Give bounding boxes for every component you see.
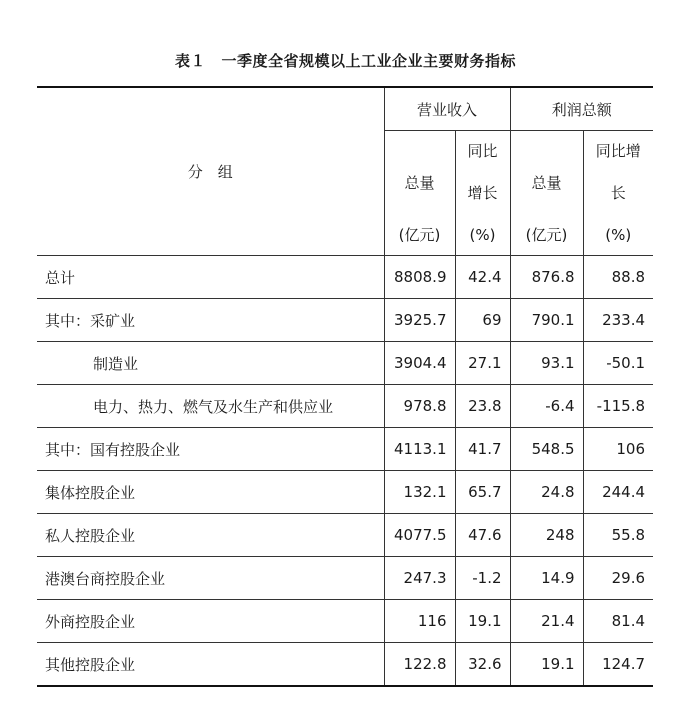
table-title: 表１ 一季度全省规模以上工业企业主要财务指标 [174,52,516,70]
row-name-cell: 外商控股企业 [37,600,384,643]
revenue-total-cell: 122.8 [384,643,455,687]
growth-label-line2: 增长 [467,184,498,202]
row-name-cell: 港澳台商控股企业 [37,557,384,600]
profit-growth-cell: 29.6 [583,557,653,600]
row-name-cell: 其他控股企业 [37,643,384,687]
table-row [37,600,653,643]
revenue-total-cell: 3904.4 [384,342,455,385]
table-row [37,557,653,600]
row-name-cell: 总计 [37,256,384,299]
profit-total-cell: 19.1 [510,643,583,687]
financial-indicators-table [37,86,653,687]
row-name-cell: 其中：采矿业 [37,299,384,342]
profit-total-cell: -6.4 [510,385,583,428]
row-name-cell: 制造业 [37,342,384,385]
total-unit: (亿元) [398,226,441,244]
profit-growth-cell: 106 [583,428,653,471]
revenue-total-cell: 978.8 [384,385,455,428]
growth-label-line1: 同比 [467,142,498,160]
revenue-growth-cell: 65.7 [455,471,510,514]
profit-header: 利润总额 [510,87,653,131]
profit-total-cell: 93.1 [510,342,583,385]
table-row [37,342,653,385]
revenue-growth-header [455,131,510,256]
profit-growth-cell: 124.7 [583,643,653,687]
header-row-1 [37,87,653,131]
table-row [37,385,653,428]
profit-total-cell: 14.9 [510,557,583,600]
revenue-growth-cell: 47.6 [455,514,510,557]
revenue-growth-cell: 23.8 [455,385,510,428]
profit-growth-cell: -50.1 [583,342,653,385]
growth2-unit: (%) [605,226,632,244]
revenue-growth-cell: 42.4 [455,256,510,299]
row-name-cell: 集体控股企业 [37,471,384,514]
revenue-total-cell: 247.3 [384,557,455,600]
revenue-total-header [384,131,455,256]
total-unit: (亿元) [525,226,568,244]
growth2-label-line2: 长 [610,184,626,202]
growth-unit: (%) [469,226,496,244]
row-name-cell: 私人控股企业 [37,514,384,557]
table-row [37,643,653,687]
revenue-growth-cell: 41.7 [455,428,510,471]
profit-growth-cell: 88.8 [583,256,653,299]
revenue-total-cell: 8808.9 [384,256,455,299]
revenue-total-cell: 132.1 [384,471,455,514]
profit-growth-cell: 55.8 [583,514,653,557]
profit-total-cell: 21.4 [510,600,583,643]
total-label: 总量 [531,174,562,192]
table-row [37,256,653,299]
profit-growth-cell: 233.4 [583,299,653,342]
table-row [37,299,653,342]
profit-growth-cell: -115.8 [583,385,653,428]
profit-growth-cell: 244.4 [583,471,653,514]
revenue-header: 营业收入 [384,87,510,131]
table-row [37,514,653,557]
revenue-growth-cell: 19.1 [455,600,510,643]
profit-total-cell: 790.1 [510,299,583,342]
profit-total-cell: 24.8 [510,471,583,514]
revenue-total-cell: 4113.1 [384,428,455,471]
table-row [37,471,653,514]
revenue-growth-cell: 32.6 [455,643,510,687]
profit-growth-header [583,131,653,256]
row-name-cell: 电力、热力、燃气及水生产和供应业 [37,385,384,428]
revenue-total-cell: 4077.5 [384,514,455,557]
group-header: 分 组 [37,87,384,256]
revenue-growth-cell: 27.1 [455,342,510,385]
profit-growth-cell: 81.4 [583,600,653,643]
profit-total-cell: 548.5 [510,428,583,471]
revenue-total-cell: 116 [384,600,455,643]
revenue-total-cell: 3925.7 [384,299,455,342]
table-row [37,428,653,471]
profit-total-header [510,131,583,256]
revenue-growth-cell: 69 [455,299,510,342]
total-label: 总量 [404,174,435,192]
growth2-label-line1: 同比增 [595,142,641,160]
profit-total-cell: 248 [510,514,583,557]
revenue-growth-cell: -1.2 [455,557,510,600]
row-name-cell: 其中：国有控股企业 [37,428,384,471]
profit-total-cell: 876.8 [510,256,583,299]
table-body [37,256,653,687]
